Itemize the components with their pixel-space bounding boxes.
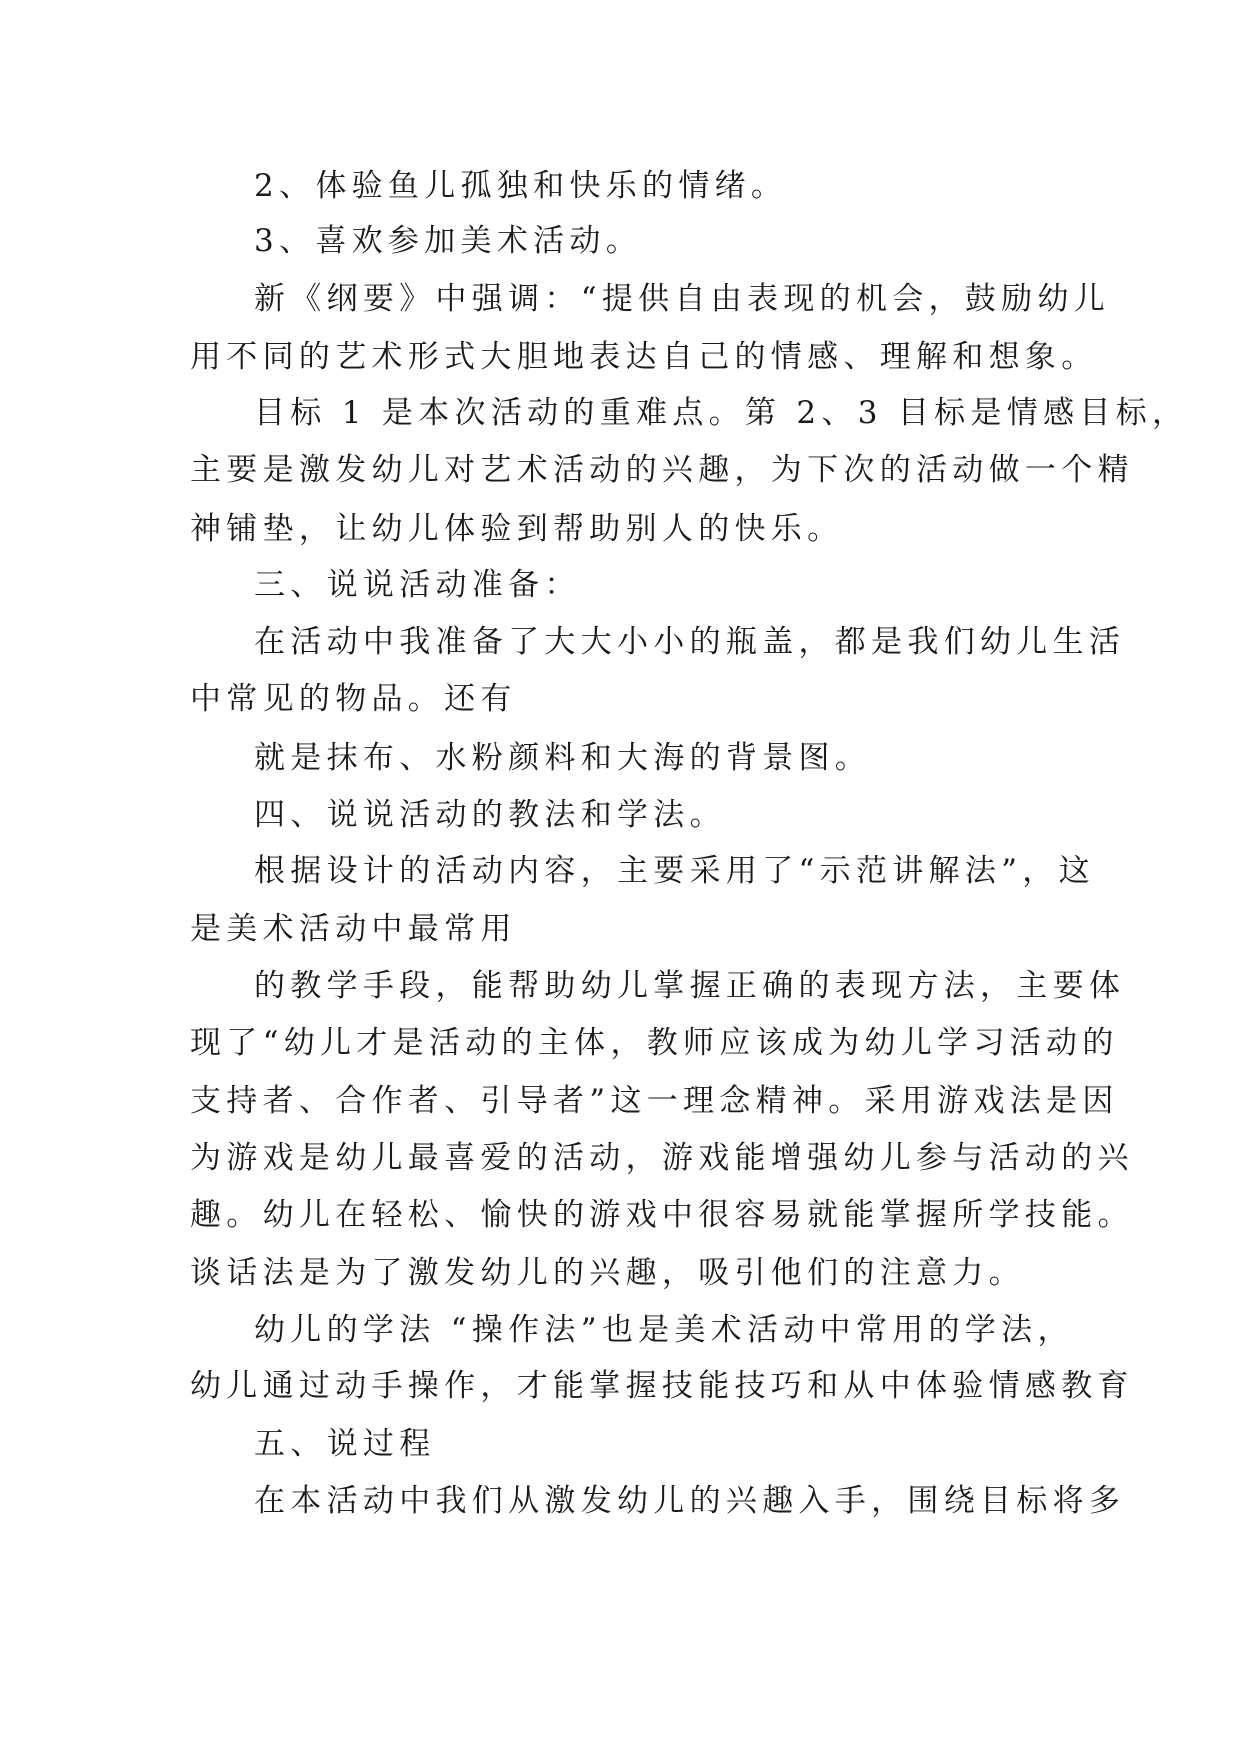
- text-line: 3、喜欢参加美术活动。: [254, 223, 643, 259]
- text-line: 谈话法是为了激发幼儿的兴趣，吸引他们的注意力。: [190, 1255, 1025, 1291]
- text-line: 就是抹布、水粉颜料和大海的背景图。: [254, 740, 872, 776]
- text-line: 根据设计的活动内容，主要采用了“示范讲解法”，这: [254, 853, 1095, 889]
- section-heading: 三、说说活动准备：: [254, 567, 581, 603]
- section-heading: 五、说过程: [254, 1426, 436, 1462]
- text-line: 的教学手段，能帮助幼儿掌握正确的表现方法，主要体: [254, 968, 1126, 1004]
- text-line: 支持者、合作者、引导者”这一理念精神。采用游戏法是因: [190, 1083, 1119, 1119]
- text-line: 神铺垫，让幼儿体验到帮助别人的快乐。: [190, 511, 844, 547]
- text-line: 趣。幼儿在轻松、愉快的游戏中很容易就能掌握所学技能。: [190, 1197, 1134, 1233]
- text-line: 2、体验鱼儿孤独和快乐的情绪。: [254, 168, 788, 204]
- text-line: 幼儿通过动手操作，才能掌握技能技巧和从中体验情感教育: [190, 1368, 1134, 1404]
- text-line: 目标 1 是本次活动的重难点。第 2、3 目标是情感目标，: [254, 395, 1189, 431]
- text-line: 在本活动中我们从激发幼儿的兴趣入手，围绕目标将多: [254, 1483, 1126, 1519]
- section-heading: 四、说说活动的教法和学法。: [254, 797, 726, 833]
- text-line: 现了“幼儿才是活动的主体，教师应该成为幼儿学习活动的: [190, 1025, 1119, 1061]
- text-line: 新《纲要》中强调：“提供自由表现的机会，鼓励幼儿: [254, 281, 1111, 317]
- text-line: 在活动中我准备了大大小小的瓶盖，都是我们幼儿生活: [254, 624, 1126, 660]
- text-line: 幼儿的学法 “操作法”也是美术活动中常用的学法，: [254, 1312, 1074, 1348]
- text-line: 中常见的物品。还有: [190, 681, 517, 717]
- text-line: 是美术活动中最常用: [190, 911, 517, 947]
- text-line: 用不同的艺术形式大胆地表达自己的情感、理解和想象。: [190, 339, 1098, 375]
- text-line: 主要是激发幼儿对艺术活动的兴趣，为下次的活动做一个精: [190, 452, 1134, 488]
- text-line: 为游戏是幼儿最喜爱的活动，游戏能增强幼儿参与活动的兴: [190, 1140, 1134, 1176]
